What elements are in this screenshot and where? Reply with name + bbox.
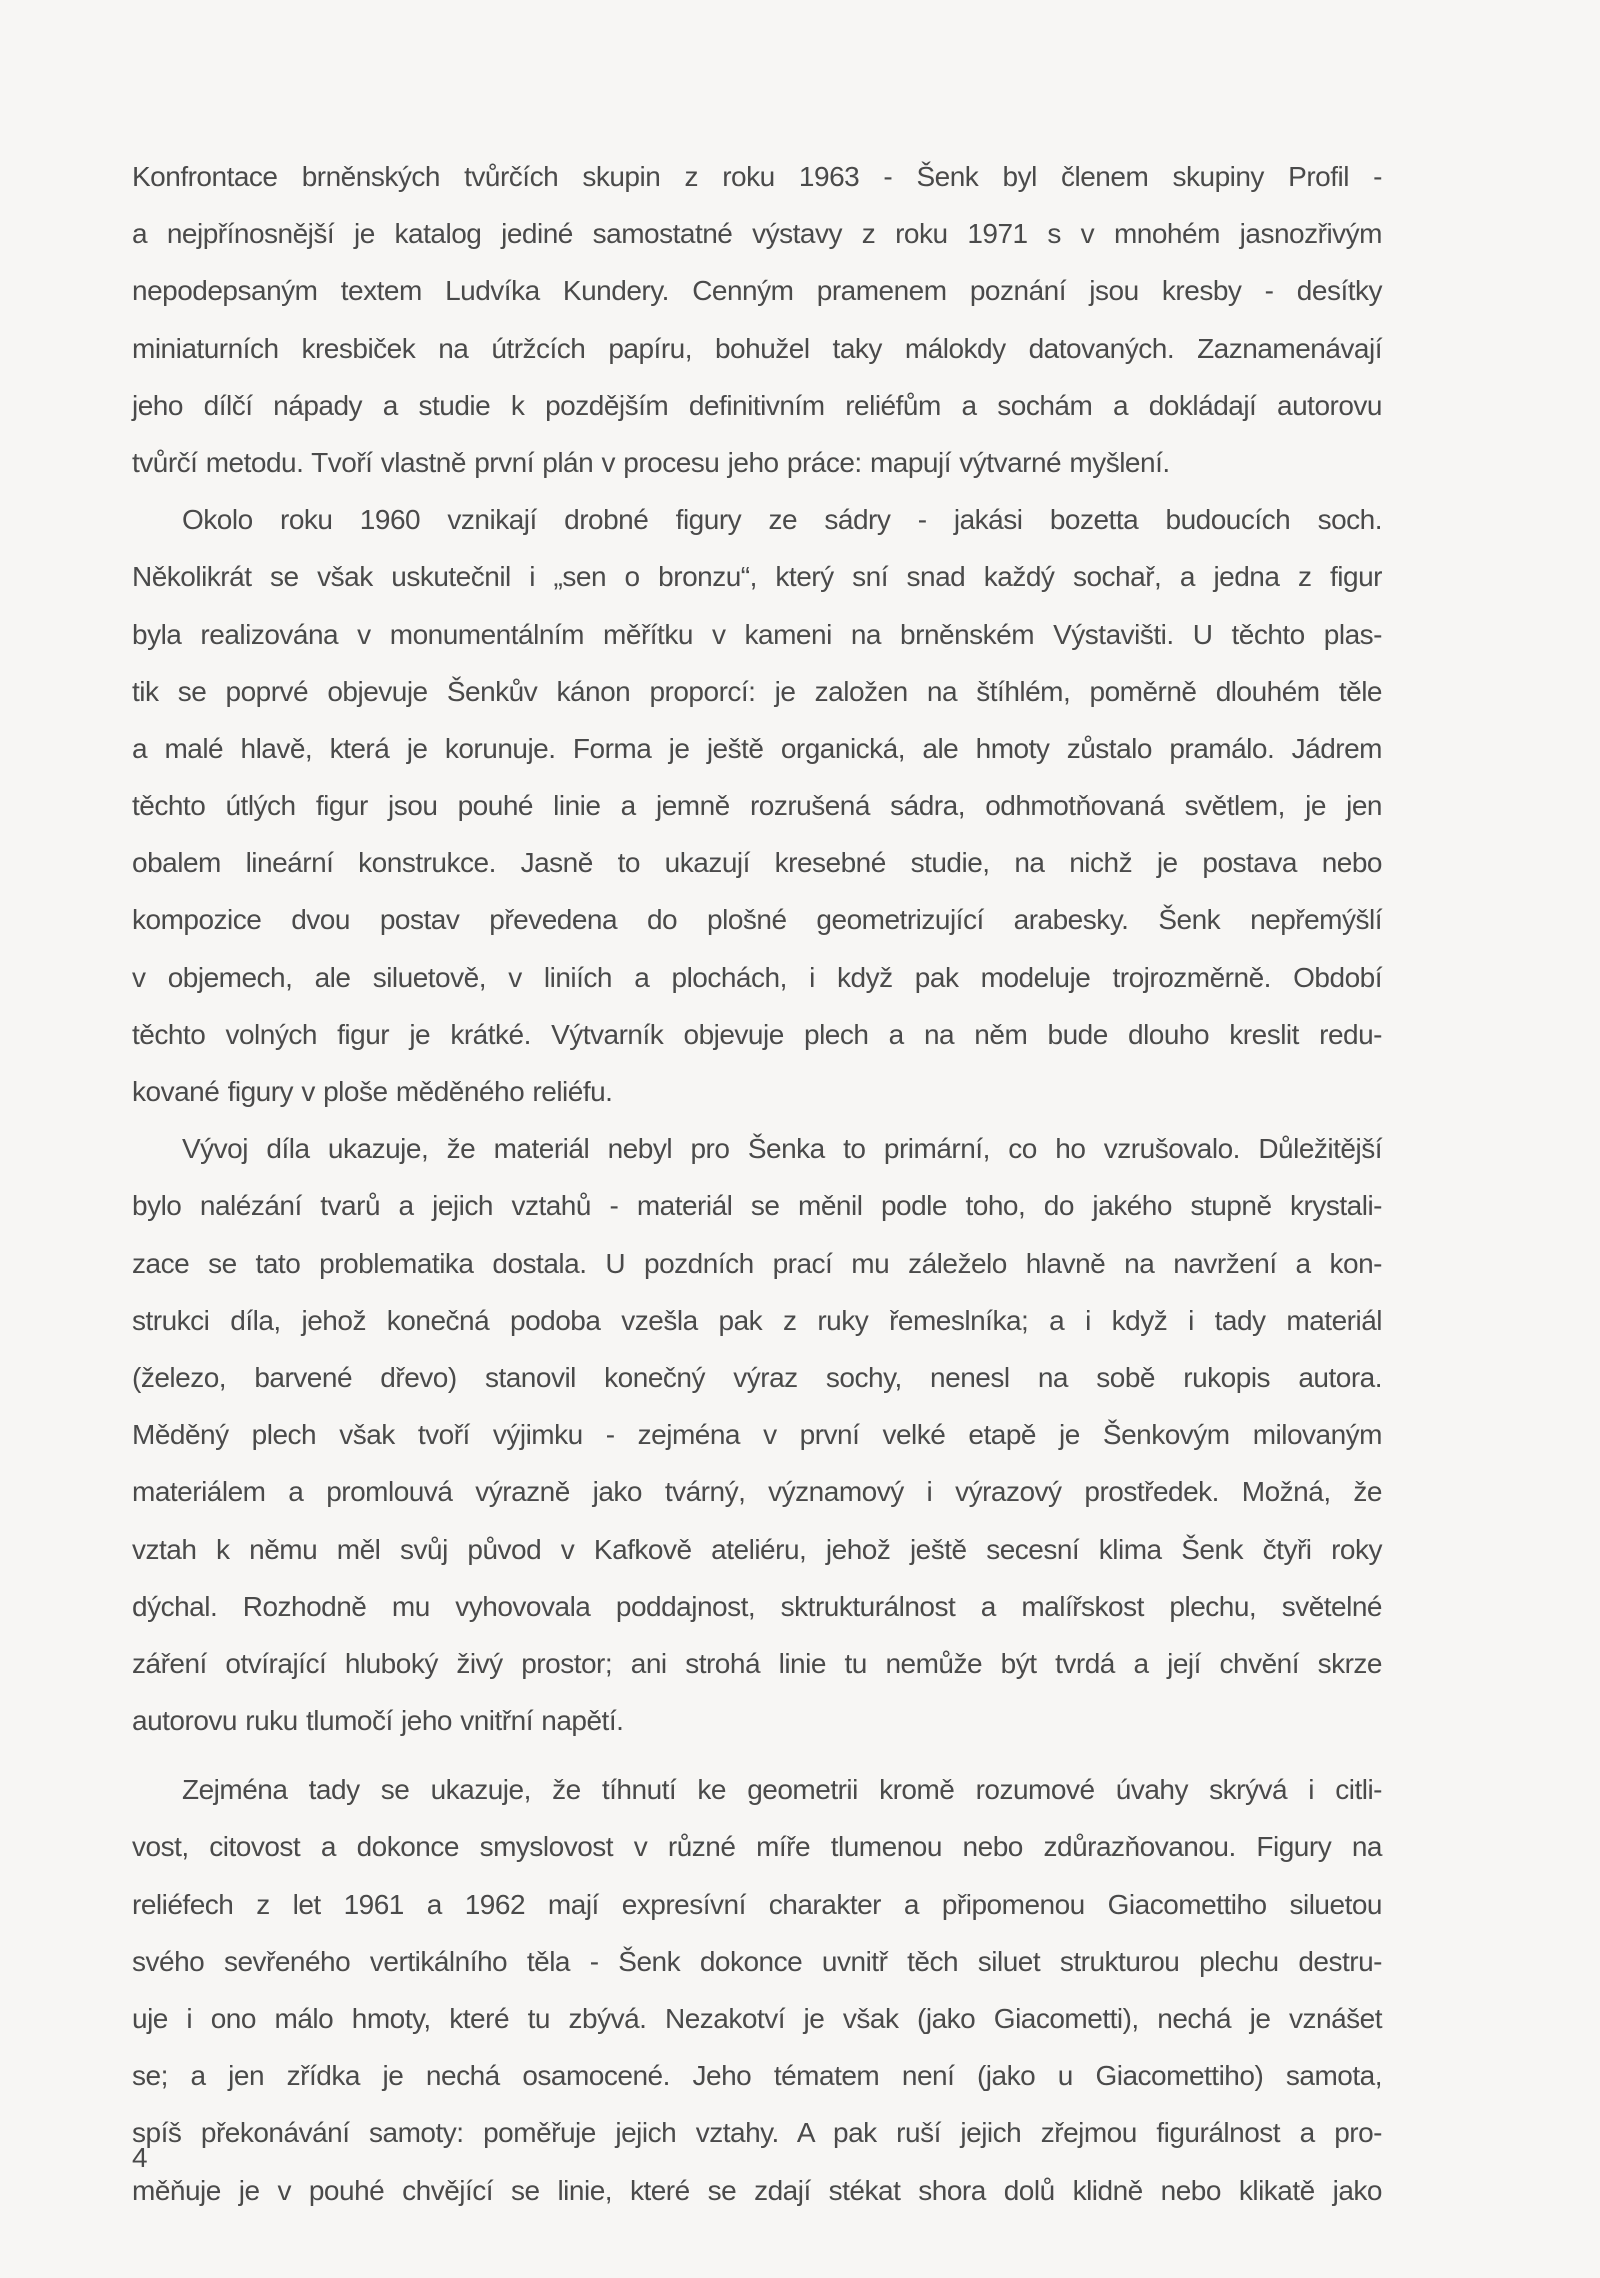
- text-line: reliéfech z let 1961 a 1962 mají expresívní charakter a připomenou Giacomettiho siluetou: [132, 1888, 1382, 1920]
- text-line: byla realizována v monumentálním měřítku v kameni na brněnském Výstavišti. U těchto plas-: [132, 618, 1382, 650]
- text-line: a nejpřínosnější je katalog jediné samostatné výstavy z roku 1971 s v mnohém jasnozřivým: [132, 218, 1382, 250]
- text-line: bylo nalézání tvarů a jejich vztahů - materiál se měnil podle toho, do jakého stupně krystali-: [132, 1190, 1382, 1222]
- text-line: Měděný plech však tvoří výjimku - zejména v první velké etapě je Šenkovým milovaným: [132, 1419, 1382, 1451]
- text-line: (železo, barvené dřevo) stanovil konečný výraz sochy, nenesl na sobě rukopis autora.: [132, 1361, 1382, 1393]
- paragraph-first-line: Zejména tady se ukazuje, že tíhnutí ke geometrii kromě rozumové úvahy skrývá i citli-: [182, 1774, 1382, 1806]
- paragraph-first-line: Vývoj díla ukazuje, že materiál nebyl pro Šenka to primární, co ho vzrušovalo. Důležitější: [182, 1133, 1382, 1165]
- text-line: v objemech, ale siluetově, v liniích a plochách, i když pak modeluje trojrozměrně. Období: [132, 961, 1382, 993]
- text-line: záření otvírající hluboký živý prostor; ani strohá linie tu nemůže být tvrdá a její chvění skrze: [132, 1647, 1382, 1679]
- text-line: Několikrát se však uskutečnil i „sen o bronzu“, který sní snad každý sochař, a jedna z figur: [132, 561, 1382, 593]
- text-line: kompozice dvou postav převedena do plošné geometrizující arabesky. Šenk nepřemýšlí: [132, 904, 1382, 936]
- text-line: uje i ono málo hmoty, které tu zbývá. Nezakotví je však (jako Giacometti), nechá je vznášet: [132, 2003, 1382, 2034]
- text-line: svého sevřeného vertikálního těla - Šenk dokonce uvnitř těch siluet strukturou plechu destru-: [132, 1945, 1382, 1977]
- text-line: spíš překonávání samoty: poměřuje jejich vztahy. A pak ruší jejich zřejmou figurálnost a pro-: [132, 2117, 1382, 2149]
- text-line: zace se tato problematika dostala. U pozdních prací mu záleželo hlavně na navržení a kon-: [132, 1247, 1382, 1279]
- text-line: a malé hlavě, která je korunuje. Forma je ještě organická, ale hmoty zůstalo pramálo. Jádrem: [132, 732, 1382, 764]
- text-line: autorovu ruku tlumočí jeho vnitřní napětí.: [132, 1705, 624, 1737]
- text-line: Konfrontace brněnských tvůrčích skupin z roku 1963 - Šenk byl členem skupiny Profil -: [132, 161, 1382, 192]
- text-line: obalem lineární konstrukce. Jasně to ukazují kresebné studie, na nichž je postava nebo: [132, 847, 1382, 879]
- text-line: kované figury v ploše měděného reliéfu.: [132, 1076, 613, 1107]
- text-line: tvůrčí metodu. Tvoří vlastně první plán v procesu jeho práce: mapují výtvarné myšlení.: [132, 446, 1170, 478]
- page-number: 4: [132, 2142, 148, 2173]
- text-line: dýchal. Rozhodně mu vyhovovala poddajnost, sktrukturálnost a malířskost plechu, světelné: [132, 1590, 1382, 1622]
- text-line: materiálem a promlouvá výrazně jako tvárný, významový i výrazový prostředek. Možná, že: [132, 1476, 1382, 1508]
- text-line: měňuje je v pouhé chvějící se linie, které se zdají stékat shora dolů klidně nebo klikatě jako: [132, 2174, 1382, 2206]
- text-line: jeho dílčí nápady a studie k pozdějším definitivním reliéfům a sochám a dokládají autorovu: [132, 389, 1382, 421]
- paragraph-first-line: Okolo roku 1960 vznikají drobné figury ze sádry - jakási bozetta budoucích soch.: [182, 504, 1382, 536]
- text-line: vztah k němu měl svůj původ v Kafkově ateliéru, jehož ještě secesní klima Šenk čtyři roky: [132, 1533, 1382, 1565]
- text-line: se; a jen zřídka je nechá osamocené. Jeho tématem není (jako u Giacomettiho) samota,: [132, 2060, 1382, 2092]
- text-line: tik se poprvé objevuje Šenkův kánon proporcí: je založen na štíhlém, poměrně dlouhém těle: [132, 675, 1382, 707]
- body-text: [132, 148, 1382, 2219]
- text-line: vost, citovost a dokonce smyslovost v různé míře tlumenou nebo zdůrazňovanou. Figury na: [132, 1831, 1382, 1863]
- text-line: miniaturních kresbiček na útržcích papíru, bohužel taky málokdy datovaných. Zaznamenávají: [132, 332, 1382, 364]
- text-line: těchto volných figur je krátké. Výtvarník objevuje plech a na něm bude dlouho kreslit redu-: [132, 1018, 1382, 1050]
- text-line: nepodepsaným textem Ludvíka Kundery. Cenným pramenem poznání jsou kresby - desítky: [132, 275, 1382, 307]
- text-line: těchto útlých figur jsou pouhé linie a jemně rozrušená sádra, odhmotňovaná světlem, je jen: [132, 790, 1382, 822]
- text-line: strukci díla, jehož konečná podoba vzešla pak z ruky řemeslníka; a i když i tady materiál: [132, 1304, 1382, 1336]
